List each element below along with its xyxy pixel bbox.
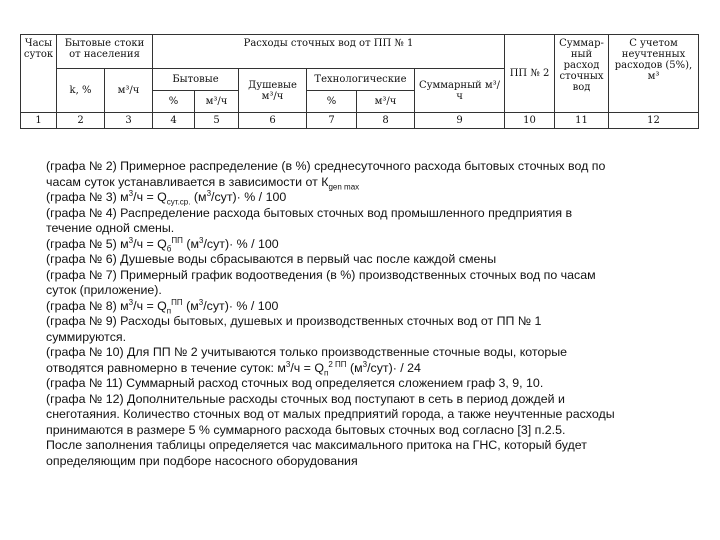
col-number: 12	[609, 113, 699, 129]
header-total-flow: Суммар-ный расход сточных вод	[555, 35, 609, 113]
header-pp2: ПП № 2	[505, 35, 555, 113]
header-m3h: м³/ч	[105, 69, 153, 113]
header-household-m3h: м³/ч	[195, 91, 239, 113]
header-shower: Душевые м³/ч	[239, 69, 307, 113]
col-number: 9	[415, 113, 505, 129]
col-number: 4	[153, 113, 195, 129]
note-line: (графа № 6) Душевые воды сбрасываются в первый час после каждой смены	[46, 252, 497, 266]
note-line: суток (приложение).	[46, 283, 162, 297]
note-line: (графа № 12) Дополнительные расходы сточных вод поступают в сеть в период дождей и	[46, 391, 565, 406]
header-tech-m3h: м³/ч	[357, 91, 415, 113]
col-number: 6	[239, 113, 307, 129]
header-with-unaccounted: С учетом неучтенных расходов (5%), м³	[609, 35, 699, 113]
note-line: (графа № 4) Распределение расхода бытовых сточных вод промышленного предприятия в	[46, 205, 573, 220]
wastewater-table	[20, 34, 699, 129]
note-line: (графа № 9) Расходы бытовых, душевых и производственных сточных вод от ПП № 1	[46, 314, 542, 328]
header-household-group: Бытовые стоки от населения	[57, 35, 153, 69]
header-k-percent: k, %	[57, 69, 105, 113]
note-line: (графа № 7) Примерный график водоотведения (в %) производственных сточных вод по часам	[46, 267, 596, 282]
note-line: принимаются в размере 5 % суммарного расхода бытовых сточных вод согласно [3] п.2.5.	[46, 422, 566, 437]
col-number: 10	[505, 113, 555, 129]
note-line: снеготаяния. Количество сточных вод от малых предприятий города, а также неучтенные расходы	[46, 407, 615, 421]
note-line: часам суток устанавливается в зависимости от $К_{gen max}$	[46, 174, 360, 191]
header-tech-percent: %	[307, 91, 357, 113]
col-number: 5	[195, 113, 239, 129]
explanatory-notes	[46, 159, 706, 469]
header-technological: Технологические	[307, 69, 415, 91]
col-number: 7	[307, 113, 357, 129]
col-number: 2	[57, 113, 105, 129]
note-line: течение одной смены.	[46, 221, 175, 235]
note-line: (графа № 11) Суммарный расход сточных вод определяется сложением граф 3, 9, 10.	[46, 376, 544, 390]
header-flows-pp1: Расходы сточных вод от ПП № 1	[153, 35, 505, 69]
header-total-col: Суммарный м³/ч	[415, 69, 505, 113]
col-number: 3	[105, 113, 153, 129]
note-line: (графа № 10) Для ПП № 2 учитываются только производственные сточные воды, которые	[46, 345, 568, 359]
col-number: 11	[555, 113, 609, 129]
note-line: После заполнения таблицы определяется час максимального притока на ГНС, который будет	[46, 438, 587, 452]
note-line: отводятся равномерно в течение суток: $м^3/ч = Q_п^{2 ПП}$ $(м^3/сут)\cdot / 24$	[46, 359, 421, 377]
header-hours: Часы суток	[21, 35, 57, 113]
note-line: определяющим при подборе насосного оборудования	[46, 453, 358, 468]
note-line: (графа № 2) Примерное распределение (в %) среднесуточного расхода бытовых сточных вод по	[46, 159, 606, 173]
header-household: Бытовые	[153, 69, 239, 91]
note-line: (графа № 3) $м^3/ч = Q_{сут.ср.}$ $(м^3/сут)\cdot$ % / 100	[46, 188, 287, 207]
header-household-percent: %	[153, 91, 195, 113]
note-line: (графа № 8) $м^3/ч = Q_п^{ПП}$ $(м^3/сут)\cdot$ % / 100	[46, 297, 279, 315]
col-number: 1	[21, 113, 57, 129]
note-line: суммируются.	[46, 329, 127, 344]
col-number: 8	[357, 113, 415, 129]
note-line: (графа № 5) $м^3/ч = Q_б^{ПП}$ $(м^3/сут)\cdot$ % / 100	[46, 235, 279, 253]
